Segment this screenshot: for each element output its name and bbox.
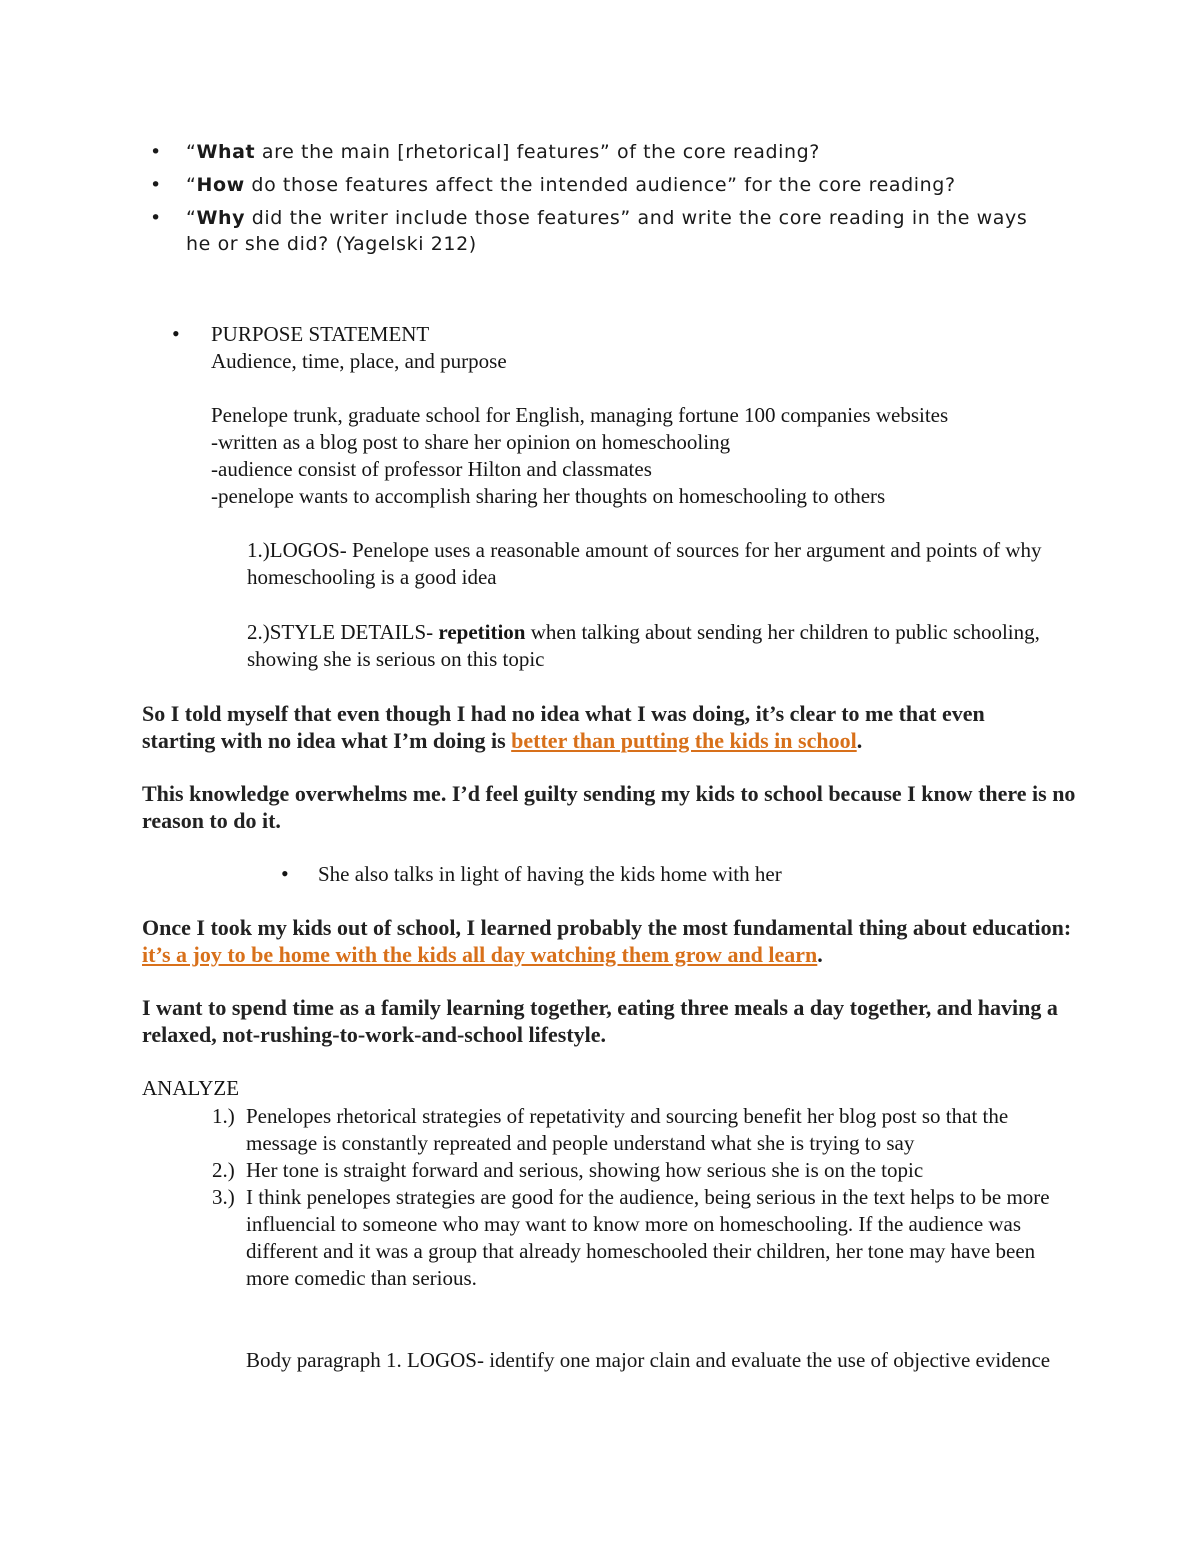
question-text: do those features affect the intended audience” for the core reading? [244,174,956,196]
quote-paragraph [142,914,1082,968]
question-keyword: What [196,141,256,163]
quote-mark: “ [186,207,197,229]
bullet-icon: • [150,174,162,196]
purpose-line: -penelope wants to accomplish sharing her thoughts on homeschooling to others [211,484,886,508]
item-number: 1.) [212,1104,235,1128]
question-text: did the writer include those features” and write the core reading in the ways he or she did? (Yagelski 212) [186,207,1028,255]
bullet-icon: • [150,207,162,229]
item-number: 2.) [212,1158,235,1182]
style-rest: when talking about sending her children to public schooling, showing she is serious on this topic [247,620,1040,671]
quote-mark: “ [186,174,197,196]
bullet-icon: • [150,141,162,163]
body-paragraph-note: Body paragraph 1. LOGOS- identify one major clain and evaluate the use of objective evidence [246,1348,1051,1372]
style-point [247,619,1057,673]
quote-text: So I told myself that even though I had no idea what I was doing, it’s clear to me that even starting with no idea what I’m doing is [142,701,985,753]
quote-link[interactable]: better than putting the kids in school [511,728,857,753]
style-prefix: 2.)STYLE DETAILS- [247,620,439,644]
logos-point: 1.)LOGOS- Penelope uses a reasonable amount of sources for her argument and points of why homeschooling is a good idea [247,538,1042,589]
quote-end: . [817,942,823,967]
quote-link[interactable]: it’s a joy to be home with the kids all day watching them grow and learn [142,942,818,967]
quote-paragraph: This knowledge overwhelms me. I’d feel guilty sending my kids to school because I know there is no reason to do it. [142,781,1076,833]
question-keyword: Why [196,207,246,229]
quote-text: Once I took my kids out of school, I learned probably the most fundamental thing about education: [142,915,1072,940]
analyze-heading: ANALYZE [142,1076,240,1100]
bullet-icon: • [281,861,289,886]
bullet-icon: • [172,321,180,346]
item-text: Her tone is straight forward and serious, showing how serious she is on the topic [246,1158,924,1182]
question-item [150,205,1050,257]
quote-paragraph: I want to spend time as a family learning together, eating three meals a day together, and having a relaxed, not-rushing-to-work-and-school lifestyle. [142,995,1058,1047]
quote-paragraph [142,700,1062,754]
question-text: are the main [rhetorical] features” of the core reading? [255,141,820,163]
item-text: I think penelopes strategies are good for the audience, being serious in the text helps to be more influencial to someone who may want to know more on homeschooling. If the audience was different and it was a group that already homeschooled their children, her tone may have been more comedic than serious. [246,1185,1050,1290]
item-number: 3.) [212,1185,235,1209]
analyze-item [212,1103,1072,1157]
purpose-subheading: Audience, time, place, and purpose [211,349,507,373]
quote-mark: “ [186,141,197,163]
analyze-item [212,1157,1072,1184]
quote-end: . [856,728,863,753]
item-text: Penelopes rhetorical strategies of repetativity and sourcing benefit her blog post so that the message is constantly repreated and people understand what she is trying to say [246,1104,1009,1155]
question-keyword: How [196,174,245,196]
purpose-heading: PURPOSE STATEMENT [211,322,430,346]
note-text: She also talks in light of having the kids home with her [318,862,782,886]
question-item [150,172,1050,198]
analyze-list [212,1103,1072,1292]
purpose-line: -audience consist of professor Hilton and classmates [211,457,652,481]
question-item [150,139,1050,165]
style-bold: repetition [438,620,526,644]
purpose-line: Penelope trunk, graduate school for English, managing fortune 100 companies websites [211,403,949,427]
analyze-item [212,1184,1072,1292]
purpose-line: -written as a blog post to share her opinion on homeschooling [211,430,731,454]
purpose-section [211,321,1091,510]
question-list [150,139,1050,264]
